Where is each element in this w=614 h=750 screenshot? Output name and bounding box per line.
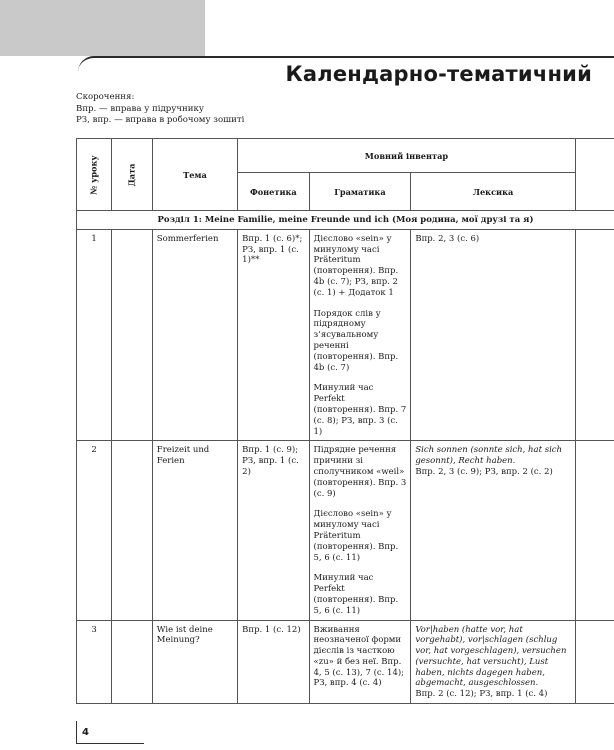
- lexis-refs: Впр. 2, 3 (с. 6): [415, 233, 480, 244]
- header-topic: Тема: [152, 139, 237, 211]
- abbreviations: [76, 92, 244, 127]
- header-language-inventory: Мовний інвентар: [238, 139, 576, 173]
- grammar-item: Вживання неозначеної форми дієслів із часткою «zu» й без неї. Впр. 4, 5 (с. 13), 7 (с. 14); РЗ, впр. 4 (с. 4): [313, 624, 405, 689]
- page-number: 4: [82, 727, 89, 738]
- lexis-vocabulary: Sich sonnen (sonnte sich, hat sich gesonnt), Recht haben.: [415, 445, 563, 467]
- grammar-item: Підрядне речення причини зі сполучником «weil» (повторення). Впр. 3 (с. 9): [313, 445, 407, 499]
- header-lexis: Лексика: [411, 173, 575, 211]
- abbreviation-line: Впр. — вправа у підручнику: [76, 103, 204, 114]
- section-row: [77, 211, 614, 230]
- topic-cell: Sommerferien: [152, 229, 237, 441]
- grammar-cell: [309, 620, 411, 704]
- cut-off-cell: [575, 620, 614, 704]
- topic-cell: Wie ist deine Meinung?: [152, 620, 237, 704]
- calendar-plan-table: [76, 138, 614, 704]
- grammar-item: Порядок слів у підрядному з’ясувальному реченні (повторення). Впр. 4b (с. 7): [313, 308, 399, 373]
- table-row: [77, 620, 614, 704]
- table-row: [77, 441, 614, 620]
- header-lesson-no: № уроку: [77, 139, 112, 211]
- section-title: Розділ 1: Meine Familie, meine Freunde und ich (Моя родина, мої друзі та я): [77, 211, 614, 230]
- footer-rule: [76, 743, 144, 744]
- cut-off-cell: [575, 229, 614, 441]
- lexis-cell: [411, 441, 575, 620]
- grammar-item: Дієслово «sein» у минулому часі Präteritum (повторення). Впр. 4b (с. 7); РЗ, впр. 2 (с. 1) + Додаток 1: [313, 233, 399, 298]
- phonetics-cell: Впр. 1 (с. 9); РЗ, впр. 1 (с. 2): [238, 441, 309, 620]
- grammar-item: Дієслово «sein» у минулому часі Präteritum (повторення). Впр. 5, 6 (с. 11): [313, 509, 399, 563]
- page-title: Календарно-тематичний: [285, 62, 592, 86]
- phonetics-cell: Впр. 1 (с. 12): [238, 620, 309, 704]
- lesson-number: 1: [77, 229, 112, 441]
- lesson-number: 2: [77, 441, 112, 620]
- cut-off-cell: [575, 441, 614, 620]
- header-grammar: Граматика: [309, 173, 411, 211]
- lexis-cell: [411, 229, 575, 441]
- lexis-refs: Впр. 2, 3 (с. 9); РЗ, впр. 2 (с. 2): [415, 466, 553, 477]
- header-tab: [0, 0, 205, 56]
- header-phonetics: Фонетика: [238, 173, 309, 211]
- date-cell: [112, 620, 153, 704]
- grammar-item: Минулий час Perfekt (повторення). Впр. 7 (с. 8); РЗ, впр. 3 (с. 1): [313, 383, 407, 437]
- lesson-number: 3: [77, 620, 112, 704]
- header-cut-off: [575, 139, 614, 211]
- grammar-cell: [309, 229, 411, 441]
- abbreviation-line: РЗ, впр. — вправа в робочому зошиті: [76, 115, 245, 125]
- lexis-cell: [411, 620, 575, 704]
- header-row: [77, 139, 614, 173]
- lexis-refs: Впр. 2 (с. 12); РЗ, впр. 1 (с. 4): [415, 689, 548, 700]
- abbreviations-heading: Скорочення:: [76, 92, 135, 102]
- grammar-cell: [309, 441, 411, 620]
- header-date: Дата: [112, 139, 153, 211]
- footer-line: [76, 721, 77, 743]
- lexis-vocabulary: Vor|haben (hatte vor, hat vorgehabt), vor|schlagen (schlug vor, hat vorgeschlagen), versuchen (versuchte, hat versucht), Lust haben, nichts dagegen haben, abgemacht, ausgeschlossen.: [415, 624, 567, 689]
- date-cell: [112, 229, 153, 441]
- phonetics-cell: Впр. 1 (с. 6)*; РЗ, впр. 1 (с. 1)**: [238, 229, 309, 441]
- grammar-item: Минулий час Perfekt (повторення). Впр. 5, 6 (с. 11): [313, 573, 399, 616]
- date-cell: [112, 441, 153, 620]
- topic-cell: Freizeit und Ferien: [152, 441, 237, 620]
- table-row: [77, 229, 614, 441]
